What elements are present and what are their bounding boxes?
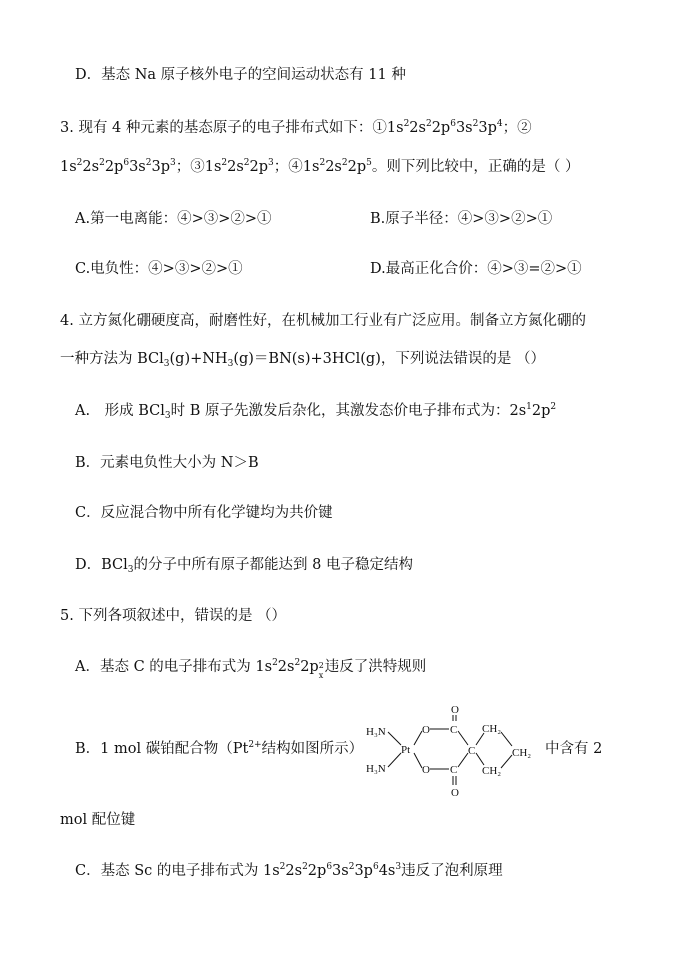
structure-o-carbonyl-bottom: O bbox=[451, 787, 459, 799]
q5-option-c: C．基态 Sc 的电子排布式为 $1s^22s^22p^63s^23p^64s^3$违反了泡利原理 bbox=[75, 862, 503, 879]
structure-pt: Pt bbox=[401, 744, 411, 756]
q5-option-b: B．1 mol 碳铂配合物（$Pt^{2+}$结构如图所示） bbox=[75, 740, 364, 757]
structure-c-center: C bbox=[468, 745, 476, 757]
q5-stem: 5. 下列各项叙述中，错误的是 （） bbox=[60, 608, 287, 624]
q4-option-a: A. 形成 BCl$_3$时 B 原子先激发后杂化，其激发态价电子排布式为：$2s^12p^2$ bbox=[75, 402, 557, 421]
q4-option-d: D．BCl$_3$的分子中所有原子都能达到 8 电子稳定结构 bbox=[75, 557, 413, 575]
q3-stem-b: 。则下列比较中，正确的是（ ） bbox=[371, 159, 580, 175]
q3-option-d: D.最高正化合价：④>③=②>① bbox=[370, 261, 582, 277]
q3-option-b: B.原子半径：④>③>②>① bbox=[370, 211, 553, 227]
q3-stem-a: 3. 现有 4 种元素的基态原子的电子排布式如下：①1s bbox=[60, 120, 404, 136]
structure-c-top: C bbox=[450, 724, 458, 736]
q5-option-a: A．基态 C 的电子排布式为 $1s^22s^22p$ 2 x 违反了洪特规则 bbox=[75, 658, 427, 680]
q4-stem-line2: 一种方法为 $BCl_3(g)+NH_3(g)=BN(s)+3HCl(g)$，下列说法错误的是 （） bbox=[60, 351, 545, 369]
q3-option-c: C.电负性：④>③>②>① bbox=[75, 261, 243, 277]
structure-ch2-right: CH₂ bbox=[512, 747, 532, 759]
q2-option-d: D．基态 Na 原子核外电子的空间运动状态有 11 种 bbox=[75, 67, 406, 83]
q5-option-b-continued: mol 配位键 bbox=[60, 812, 136, 828]
q5-option-b-tail: 中含有 2 bbox=[545, 741, 603, 757]
q3-stem-line1: 3. 现有 4 种元素的基态原子的电子排布式如下：$①1s^22s^22p^63s^23p^4$；② bbox=[60, 119, 532, 136]
structure-h3n-bottom: H₃N bbox=[366, 763, 386, 775]
q4-option-b: B．元素电负性大小为 N＞B bbox=[75, 455, 259, 471]
structure-o-top: O bbox=[422, 724, 430, 736]
structure-c-bottom: C bbox=[450, 764, 458, 776]
carboplatin-structure-diagram bbox=[364, 700, 542, 800]
q3-option-a: A.第一电离能：④>③>②>① bbox=[75, 211, 272, 227]
structure-h3n-top: H₃N bbox=[366, 726, 386, 738]
q4-stem-line1: 4. 立方氮化硼硬度高，耐磨性好，在机械加工行业有广泛应用。制备立方氮化硼的 bbox=[60, 313, 586, 329]
structure-o-carbonyl-top: O bbox=[451, 704, 459, 716]
q3-stem-line2: $1s^22s^22p^63s^23p^3$；$③1s^22s^22p^3$；$④1s^22s^22p^5$。则下列比较中，正确的是（ ） bbox=[60, 158, 580, 175]
q4-option-c: C．反应混合物中所有化学键均为共价键 bbox=[75, 505, 333, 521]
structure-ch2-top: CH₂ bbox=[482, 723, 502, 735]
structure-o-bottom: O bbox=[422, 764, 430, 776]
structure-ch2-bottom: CH₂ bbox=[482, 765, 502, 777]
